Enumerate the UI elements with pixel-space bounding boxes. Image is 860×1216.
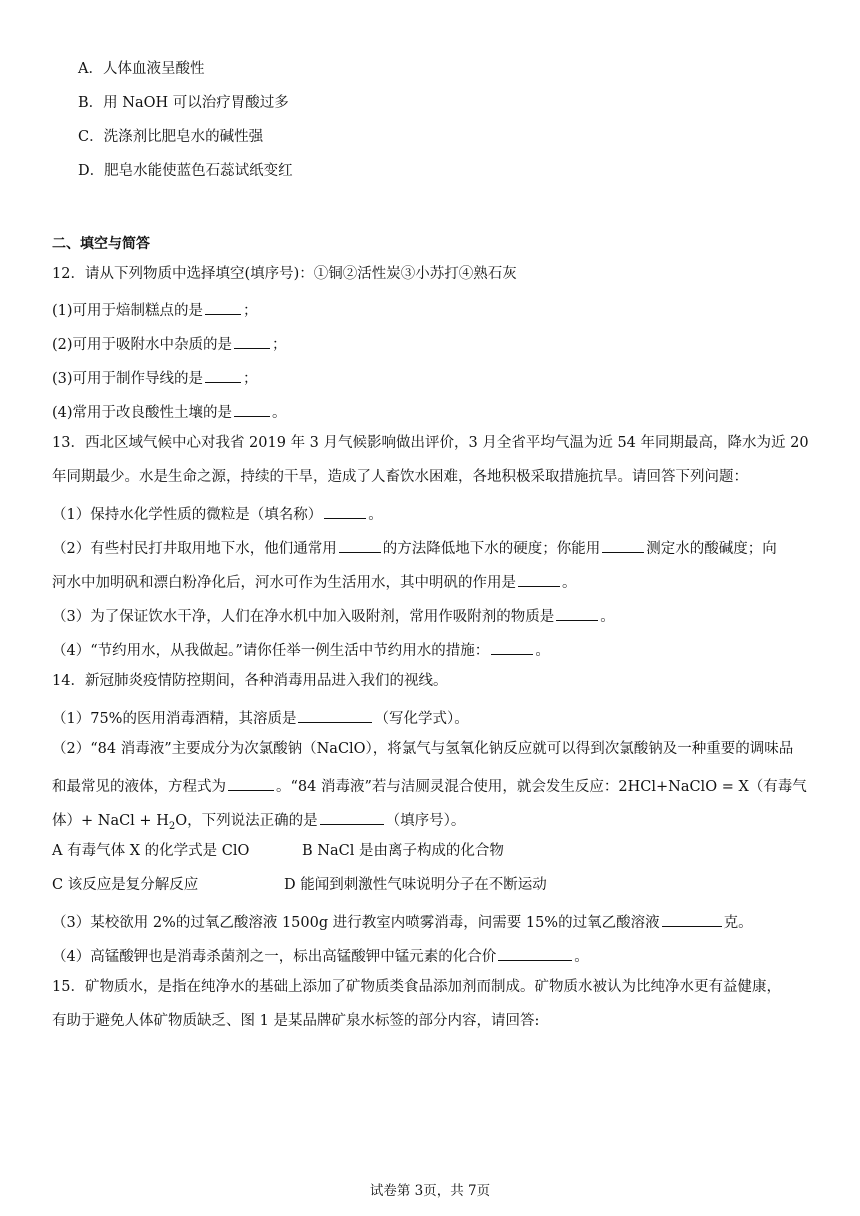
q12-part4-text: (4)常用于改良酸性土壤的是 <box>52 405 233 421</box>
q14-option-c: C 该反应是复分解反应 <box>52 877 199 893</box>
q13-part1 <box>52 504 383 523</box>
q14-options-cd <box>52 877 547 893</box>
q14-part2-end: （填序号）。 <box>385 813 466 829</box>
q12-part1-text: (1)可用于焙制糕点的是 <box>52 303 204 319</box>
q14-part2-text: 和最常见的液体，方程式为 <box>52 779 226 795</box>
q13-part2-line1 <box>52 538 777 557</box>
q12-part3-text: (3)可用于制作导线的是 <box>52 371 204 387</box>
q14-option-d: D 能闻到刺激性气味说明分子在不断运动 <box>284 877 547 893</box>
answer-blank[interactable] <box>518 572 560 587</box>
q14-part3-end: 克。 <box>723 915 753 931</box>
q13-part2-end: 。 <box>562 575 577 591</box>
q14-part2-question: O，下列说法正确的是 <box>175 813 318 829</box>
q13-part1-end: 。 <box>368 507 383 523</box>
q14-part4-end: 。 <box>574 949 589 965</box>
q13-part2-mid: 的方法降低地下水的硬度；你能用 <box>382 541 601 557</box>
q12-part4-end: 。 <box>272 405 287 421</box>
answer-blank[interactable] <box>234 334 270 349</box>
page-footer: 试卷第 3页，共 7页 <box>369 1183 491 1199</box>
q12-stem: 12．请从下列物质中选择填空(填序号)：①铜②活性炭③小苏打④熟石灰 <box>52 266 517 282</box>
answer-blank[interactable] <box>205 368 241 383</box>
q12-part2-end: ； <box>272 337 287 353</box>
q12-part1 <box>52 300 258 319</box>
q14-stem: 14．新冠肺炎疫情防控期间，各种消毒用品进入我们的视线。 <box>52 673 448 689</box>
q14-part2-line3 <box>52 810 465 832</box>
q12-part2-text: (2)可用于吸附水中杂质的是 <box>52 337 233 353</box>
q12-part2 <box>52 334 287 353</box>
q14-part2-line1: （2）“84 消毒液”主要成分为次氯酸钠（NaClO），将氯气与氢氧化钠反应就可以得到次氯酸钠及一种重要的调味品 <box>52 741 794 757</box>
q13-part2-cont: 河水中加明矾和漂白粉净化后，河水可作为生活用水，其中明矾的作用是 <box>52 575 516 591</box>
q12-part4 <box>52 402 287 421</box>
q14-option-a: A 有毒气体 X 的化学式是 ClO <box>52 843 250 859</box>
option-d: D．肥皂水能使蓝色石蕊试纸变红 <box>78 163 293 179</box>
q13-part2-text: （2）有些村民打井取用地下水，他们通常用 <box>52 541 337 557</box>
q14-part1 <box>52 708 469 727</box>
subscript: 2 <box>168 820 176 832</box>
q13-part4-text: （4）“节约用水，从我做起。”请你任举一例生活中节约用水的措施： <box>52 643 490 659</box>
answer-blank[interactable] <box>320 810 384 825</box>
answer-blank[interactable] <box>324 504 366 519</box>
q12-part3-end: ； <box>243 371 258 387</box>
answer-blank[interactable] <box>339 538 381 553</box>
option-b: B．用 NaOH 可以治疗胃酸过多 <box>78 95 289 111</box>
section-title: 二、填空与简答 <box>52 236 150 252</box>
q14-part3-text: （3）某校欲用 2%的过氧乙酸溶液 1500g 进行教室内喷雾消毒，问需要 15%的过氧乙酸溶液 <box>52 915 660 931</box>
q14-part2-mid: 。“84 消毒液”若与洁厕灵混合使用，就会发生反应：2HCl+NaClO = X（有毒气 <box>276 779 807 795</box>
answer-blank[interactable] <box>205 300 241 315</box>
q13-part3 <box>52 606 615 625</box>
q14-part2-formula: 体）+ NaCl + H <box>52 813 169 829</box>
q14-part1-text: （1）75%的医用消毒酒精，其溶质是 <box>52 711 297 727</box>
q14-part4-text: （4）高锰酸钾也是消毒杀菌剂之一，标出高锰酸钾中锰元素的化合价 <box>52 949 497 965</box>
answer-blank[interactable] <box>234 402 270 417</box>
q13-part3-text: （3）为了保证饮水干净，人们在净水机中加入吸附剂，常用作吸附剂的物质是 <box>52 609 555 625</box>
q14-part3 <box>52 912 753 931</box>
q14-option-b: B NaCl 是由离子构成的化合物 <box>302 843 504 859</box>
answer-blank[interactable] <box>556 606 598 621</box>
answer-blank[interactable] <box>498 946 572 961</box>
answer-blank[interactable] <box>662 912 722 927</box>
q15-stem-line1: 15．矿物质水，是指在纯净水的基础上添加了矿物质类食品添加剂而制成。矿物质水被认为比纯净水更有益健康， <box>52 979 781 995</box>
q14-part1-end: （写化学式）。 <box>374 711 469 727</box>
q13-part4 <box>52 640 550 659</box>
q13-part1-text: （1）保持水化学性质的微粒是（填名称） <box>52 507 323 523</box>
q14-part4 <box>52 946 589 965</box>
q13-part4-end: 。 <box>535 643 550 659</box>
q13-part3-end: 。 <box>600 609 615 625</box>
q12-part1-end: ； <box>243 303 258 319</box>
answer-blank[interactable] <box>602 538 644 553</box>
option-c: C．洗涤剂比肥皂水的碱性强 <box>78 129 264 145</box>
q13-stem-line2: 年同期最少。水是生命之源，持续的干旱，造成了人畜饮水困难，各地积极采取措施抗旱。请回答下列问题： <box>52 469 748 485</box>
option-a: A．人体血液呈酸性 <box>78 61 205 77</box>
answer-blank[interactable] <box>228 776 274 791</box>
q14-part2-line2 <box>52 776 807 795</box>
q13-part2-line2 <box>52 572 577 591</box>
q15-stem-line2: 有助于避免人体矿物质缺乏、图 1 是某品牌矿泉水标签的部分内容，请回答: <box>52 1013 540 1029</box>
q14-options-ab <box>52 843 504 859</box>
q13-stem-line1: 13．西北区域气候中心对我省 2019 年 3 月气候影响做出评价，3 月全省平均气温为近 54 年同期最高，降水为近 20 <box>52 435 809 451</box>
q12-part3 <box>52 368 258 387</box>
answer-blank[interactable] <box>491 640 533 655</box>
q13-part2-tail: 测定水的酸碱度；向 <box>646 541 777 557</box>
answer-blank[interactable] <box>298 708 372 723</box>
